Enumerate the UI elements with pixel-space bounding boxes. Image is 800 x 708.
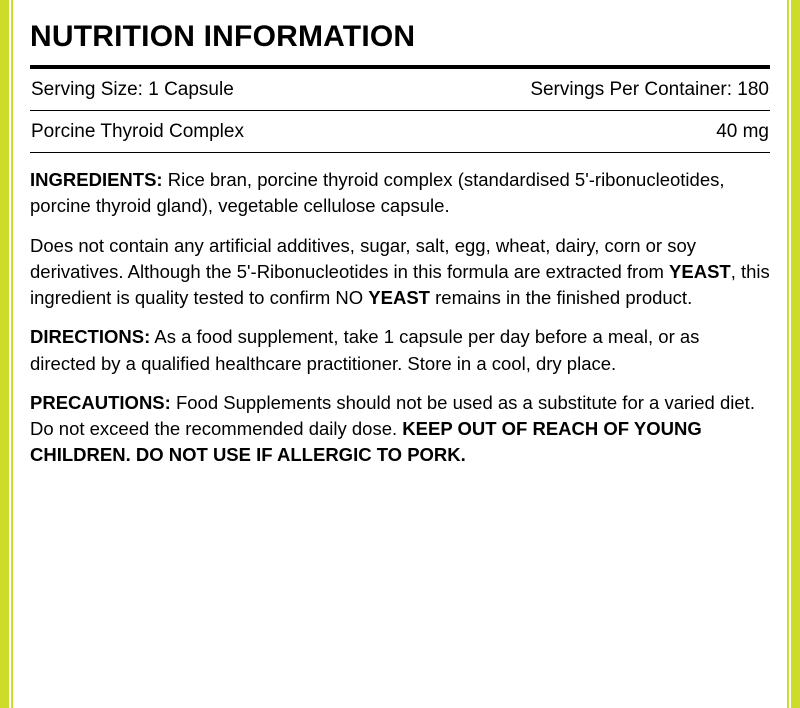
serving-size-text: Serving Size: 1 Capsule (31, 79, 234, 100)
warning-text: KEEP OUT OF REACH OF YOUNG CHILDREN. DO NOT USE IF ALLERGIC TO PORK. (30, 418, 702, 466)
servings-per-container-text: Servings Per Container: 180 (530, 79, 769, 100)
nutrient-amount: 40 mg (716, 121, 769, 142)
directions-heading: DIRECTIONS: (30, 326, 151, 348)
ingredients-heading: INGREDIENTS: (30, 169, 163, 190)
precautions-heading: PRECAUTIONS: (30, 391, 171, 413)
divider-thin-bottom (30, 152, 770, 153)
free-from-text-1: Does not contain any artificial additives, sugar, salt, egg, wheat, dairy, corn or soy derivatives. Although the 5'-Ribonucleotides in this formula are extracted from (30, 234, 696, 282)
directions-text: As a food supplement, take 1 capsule per day before a meal, or as directed by a qualified healthcare practitioner. Store in a cool, dry place. (30, 326, 700, 374)
free-from-text-3: remains in the finished product. (429, 287, 693, 309)
ingredients-text: Rice bran, porcine thyroid complex (standardised 5'-ribonucleotides, porcine thyroid gland), vegetable cellulose capsule. (30, 169, 725, 217)
free-from-text-2: , this ingredient is quality tested to confirm NO (30, 260, 770, 309)
serving-row (30, 69, 770, 110)
precautions-text: Food Supplements should not be used as a substitute for a varied diet. Do not exceed the recommended daily dose. (30, 391, 755, 440)
precautions-paragraph (30, 390, 770, 469)
panel-title: NUTRITION INFORMATION (30, 20, 416, 53)
right-accent-bar (791, 0, 800, 708)
right-accent-line (787, 0, 789, 708)
free-from-paragraph (30, 233, 770, 312)
left-accent-line (11, 0, 13, 708)
yeast-mention-2: YEAST (368, 287, 430, 309)
ingredients-paragraph (30, 167, 770, 220)
label-content (30, 0, 770, 708)
nutrient-name: Porcine Thyroid Complex (31, 121, 244, 142)
directions-paragraph (30, 324, 770, 377)
nutrient-row (30, 111, 770, 152)
left-accent-bar (0, 0, 9, 708)
yeast-mention-1: YEAST (669, 260, 731, 282)
